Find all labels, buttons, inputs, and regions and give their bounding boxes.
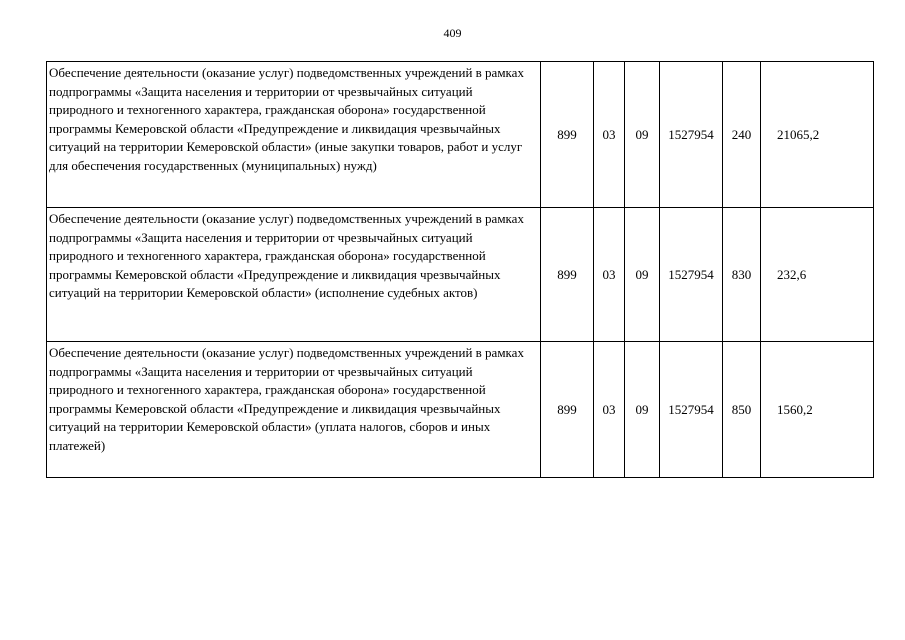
target-article-code: 1527954 [660, 342, 723, 478]
table-row [47, 342, 874, 478]
table-row [47, 208, 874, 342]
amount-value: 232,6 [761, 208, 874, 342]
row-description: Обеспечение деятельности (оказание услуг) подведомственных учреждений в рамках подпрограммы «Защита населения и территории от чрезвычайных ситуаций природного и техногенного характера, гражданская оборона» государственной программы Кемеровской области «Предупреждение и ликвидация чрезвычайных ситуаций на территории Кемеровской области» (исполнение судебных актов) [47, 208, 541, 342]
expense-type-code: 240 [723, 62, 761, 208]
target-article-code: 1527954 [660, 208, 723, 342]
row-description: Обеспечение деятельности (оказание услуг) подведомственных учреждений в рамках подпрограммы «Защита населения и территории от чрезвычайных ситуаций природного и техногенного характера, гражданская оборона» государственной программы Кемеровской области «Предупреждение и ликвидация чрезвычайных ситуаций на территории Кемеровской области» (уплата налогов, сборов и иных платежей) [47, 342, 541, 478]
expense-type-code: 830 [723, 208, 761, 342]
budget-table [46, 61, 874, 478]
section-code: 03 [594, 342, 625, 478]
ministry-code: 899 [541, 62, 594, 208]
subsection-code: 09 [625, 62, 660, 208]
row-description: Обеспечение деятельности (оказание услуг) подведомственных учреждений в рамках подпрограммы «Защита населения и территории от чрезвычайных ситуаций природного и техногенного характера, гражданская оборона» государственной программы Кемеровской области «Предупреждение и ликвидация чрезвычайных ситуаций на территории Кемеровской области» (иные закупки товаров, работ и услуг для обеспечения государственных (муниципальных) нужд) [47, 62, 541, 208]
expense-type-code: 850 [723, 342, 761, 478]
amount-value: 21065,2 [761, 62, 874, 208]
section-code: 03 [594, 62, 625, 208]
page-number: 409 [443, 26, 462, 40]
table-row [47, 62, 874, 208]
ministry-code: 899 [541, 342, 594, 478]
ministry-code: 899 [541, 208, 594, 342]
subsection-code: 09 [625, 208, 660, 342]
section-code: 03 [594, 208, 625, 342]
target-article-code: 1527954 [660, 62, 723, 208]
subsection-code: 09 [625, 342, 660, 478]
amount-value: 1560,2 [761, 342, 874, 478]
